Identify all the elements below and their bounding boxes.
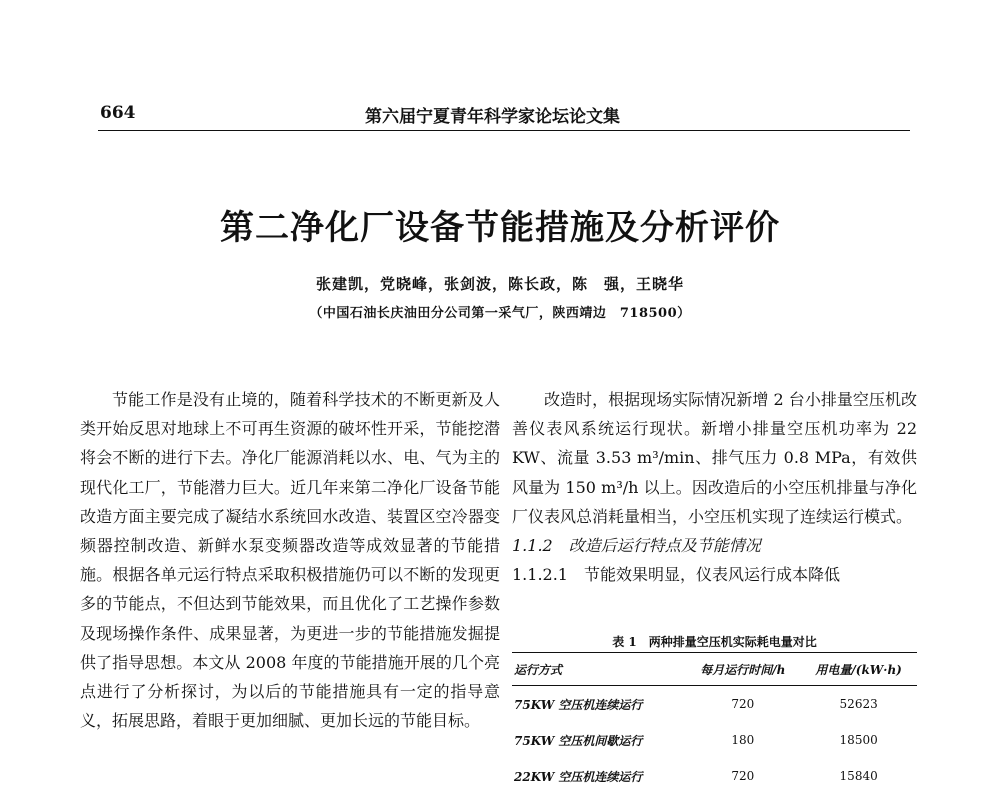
section-heading-1-1-2: 1.1.2 改造后运行特点及节能情况 bbox=[512, 536, 761, 556]
section-heading-1-1-2-1: 1.1.2.1 节能效果明显，仪表风运行成本降低 bbox=[512, 565, 840, 585]
table-cell: 720 bbox=[731, 769, 755, 783]
body-paragraph-right: 改造时，根据现场实际情况新增 2 台小排量空压机改善仪表风系统运行现状。新增小排量空压机功率为 22 KW、流量 3.53 m³/min、排气压力 0.8 MPa，有效供风量为 150 m³/h 以上。因改造后的小空压机排量与净化厂仪表风总消耗量相当，小空压机实现了连续运行模式。 bbox=[512, 390, 917, 526]
table-cell: 22KW 空压机连续运行 bbox=[514, 769, 643, 784]
affiliation: （中国石油长庆油田分公司第一采气厂，陕西靖边 718500） bbox=[309, 306, 691, 321]
table-caption: 表 1 两种排量空压机实际耗电量对比 bbox=[612, 635, 817, 649]
author-list: 张建凯，党晓峰，张剑波，陈长政，陈 强，王晓华 bbox=[315, 275, 684, 293]
running-title: 第六届宁夏青年科学家论坛论文集 bbox=[365, 107, 620, 127]
energy-comparison-table bbox=[512, 652, 917, 794]
table-cell: 18500 bbox=[839, 733, 878, 747]
table-row bbox=[512, 758, 917, 794]
table-row bbox=[512, 686, 917, 723]
table-cell: 75KW 空压机连续运行 bbox=[514, 697, 643, 712]
table-header-row bbox=[512, 653, 917, 686]
right-column bbox=[512, 385, 917, 589]
column-header: 运行方式 bbox=[512, 653, 685, 686]
table-cell: 75KW 空压机间歇运行 bbox=[514, 733, 643, 748]
table-cell: 52623 bbox=[839, 697, 878, 711]
header-rule bbox=[98, 130, 910, 131]
paper-title: 第二净化厂设备节能措施及分析评价 bbox=[220, 208, 780, 248]
table-cell: 180 bbox=[731, 733, 755, 747]
body-paragraph-left: 节能工作是没有止境的，随着科学技术的不断更新及人类开始反思对地球上不可再生资源的破坏性开采，节能挖潜将会不断的进行下去。净化厂能源消耗以水、电、气为主的现代化工厂，节能潜力巨大。近几年来第二净化厂设备节能改造方面主要完成了凝结水系统回水改造、装置区空冷器变频器控制改造、新鲜水泵变频器改造等成效显著的节能措施。根据各单元运行特点采取积极措施仍可以不断的发现更多的节能点，不但达到节能效果，而且优化了工艺操作参数及现场操作条件、成果显著，为更进一步的节能措施发掘提供了指导思想。本文从 2008 年度的节能措施开展的几个亮点进行了分析探讨，为以后的节能措施具有一定的指导意义，拓展思路，着眼于更加细腻、更加长远的节能目标。 bbox=[80, 390, 500, 731]
table-cell: 15840 bbox=[839, 769, 878, 783]
page-number: 664 bbox=[100, 103, 136, 123]
table-cell: 720 bbox=[731, 697, 755, 711]
table-row bbox=[512, 722, 917, 758]
column-header: 用电量/(kW·h) bbox=[800, 653, 917, 686]
column-header: 每月运行时间/h bbox=[685, 653, 800, 686]
